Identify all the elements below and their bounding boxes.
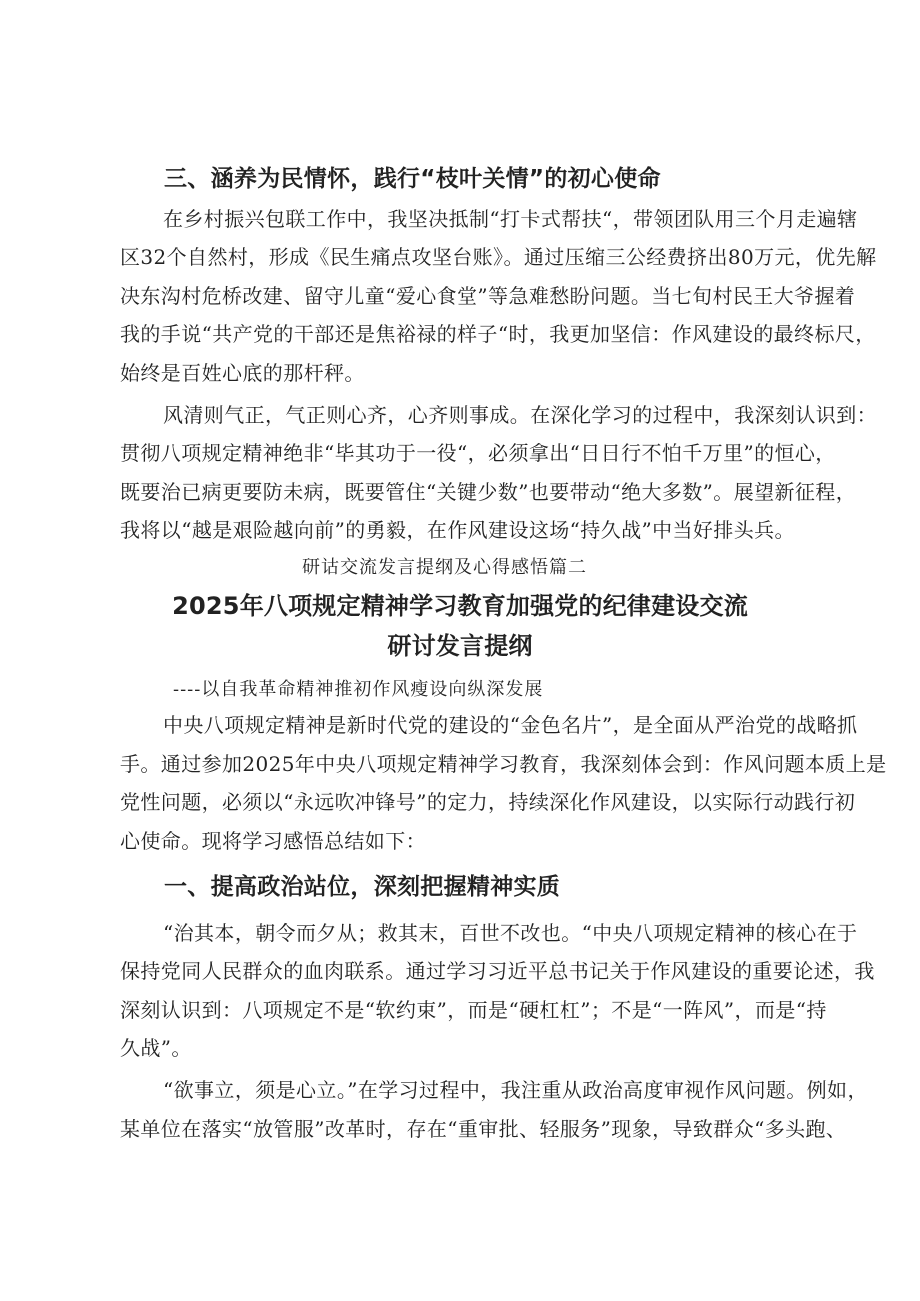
document-subheading: ----以自我革命精神推初作风瘦设向纵深发展 xyxy=(173,679,544,700)
paragraph-line: 某单位在落实“放管服”改革时，存在“重审批、轻服务”现象，导致群众“多头跑、 xyxy=(120,1117,847,1141)
paragraph-line: 深刻认识到：八项规定不是“软约束”，而是“硬杠杠”；不是“一阵风”，而是“持 xyxy=(120,998,827,1022)
paragraph-line: 党性问题，必须以“永远吹冲锋号”的定力，持续深化作风建设，以实际行动践行初 xyxy=(120,790,856,814)
paragraph-line: “欲事立，须是心立。”在学习过程中，我注重从政治高度审视作风问题。例如， xyxy=(163,1078,868,1102)
paragraph-line: 在乡村振兴包联工作中，我坚决抵制“打卡式帮扶“，带领团队用三个月走遍辖 xyxy=(163,207,858,231)
paragraph-line: 久战”。 xyxy=(120,1036,192,1060)
document-title: 2025年八项规定精神学习教育加强党的纪律建设交流 xyxy=(172,592,748,620)
section-heading: 三、涵养为民情怀，践行“枝叶关情”的初心使命 xyxy=(164,166,661,192)
paragraph-line: 我将以“越是艰险越向前”的勇毅，在作风建设这场“持久战”中当好排头兵。 xyxy=(120,518,795,542)
paragraph-line: 保持党同人民群众的血肉联系。通过学习习近平总书记关于作风建设的重要论述，我 xyxy=(120,959,875,983)
paragraph-line: 区32个自然村，形成《民生痛点攻坚台账》。通过压缩三公经费挤出80万元，优先解 xyxy=(120,245,877,269)
paragraph-line: 决东沟村危桥改建、留守儿童“爱心食堂”等急难愁盼问题。当七旬村民王大爷握着 xyxy=(120,284,856,308)
paragraph-line: 既要治已病更要防未病，既要管住“关键少数”也要带动“绝大多数”。展望新征程， xyxy=(120,480,857,504)
document-subtitle: 研诂交流发言提纲及心得感悟篇二 xyxy=(302,557,587,578)
paragraph-line: 风清则气正，气正则心齐，心齐则事成。在深化学习的过程中，我深刻认识到： xyxy=(163,403,877,427)
paragraph-line: 我的手说“共产党的干部还是焦裕禄的样子“时，我更加坚信：作风建设的最终标尺， xyxy=(120,322,876,346)
paragraph-line: 手。通过参加2025年中央八项规定精神学习教育，我深刻体会到：作风问题本质上是 xyxy=(120,752,887,776)
paragraph-line: 中央八项规定精神是新时代党的建设的“金色名片”，是全面从严治党的战略抓 xyxy=(163,713,858,737)
paragraph-line: 贯彻八项规定精神绝非“毕其功于一役“，必须拿出“日日行不怕千万里”的恒心， xyxy=(120,441,836,465)
paragraph-line: 始终是百姓心底的那杆秤。 xyxy=(120,361,365,385)
paragraph-line: “治其本，朝令而夕从；救其末，百世不改也。“中央八项规定精神的核心在于 xyxy=(163,921,858,945)
paragraph-line: 心使命。现将学习感悟总结如下： xyxy=(120,829,426,853)
document-title: 研讨发言提纲 xyxy=(387,632,533,660)
section-heading: 一、提高政治站位，深刻把握精神实质 xyxy=(164,874,561,900)
